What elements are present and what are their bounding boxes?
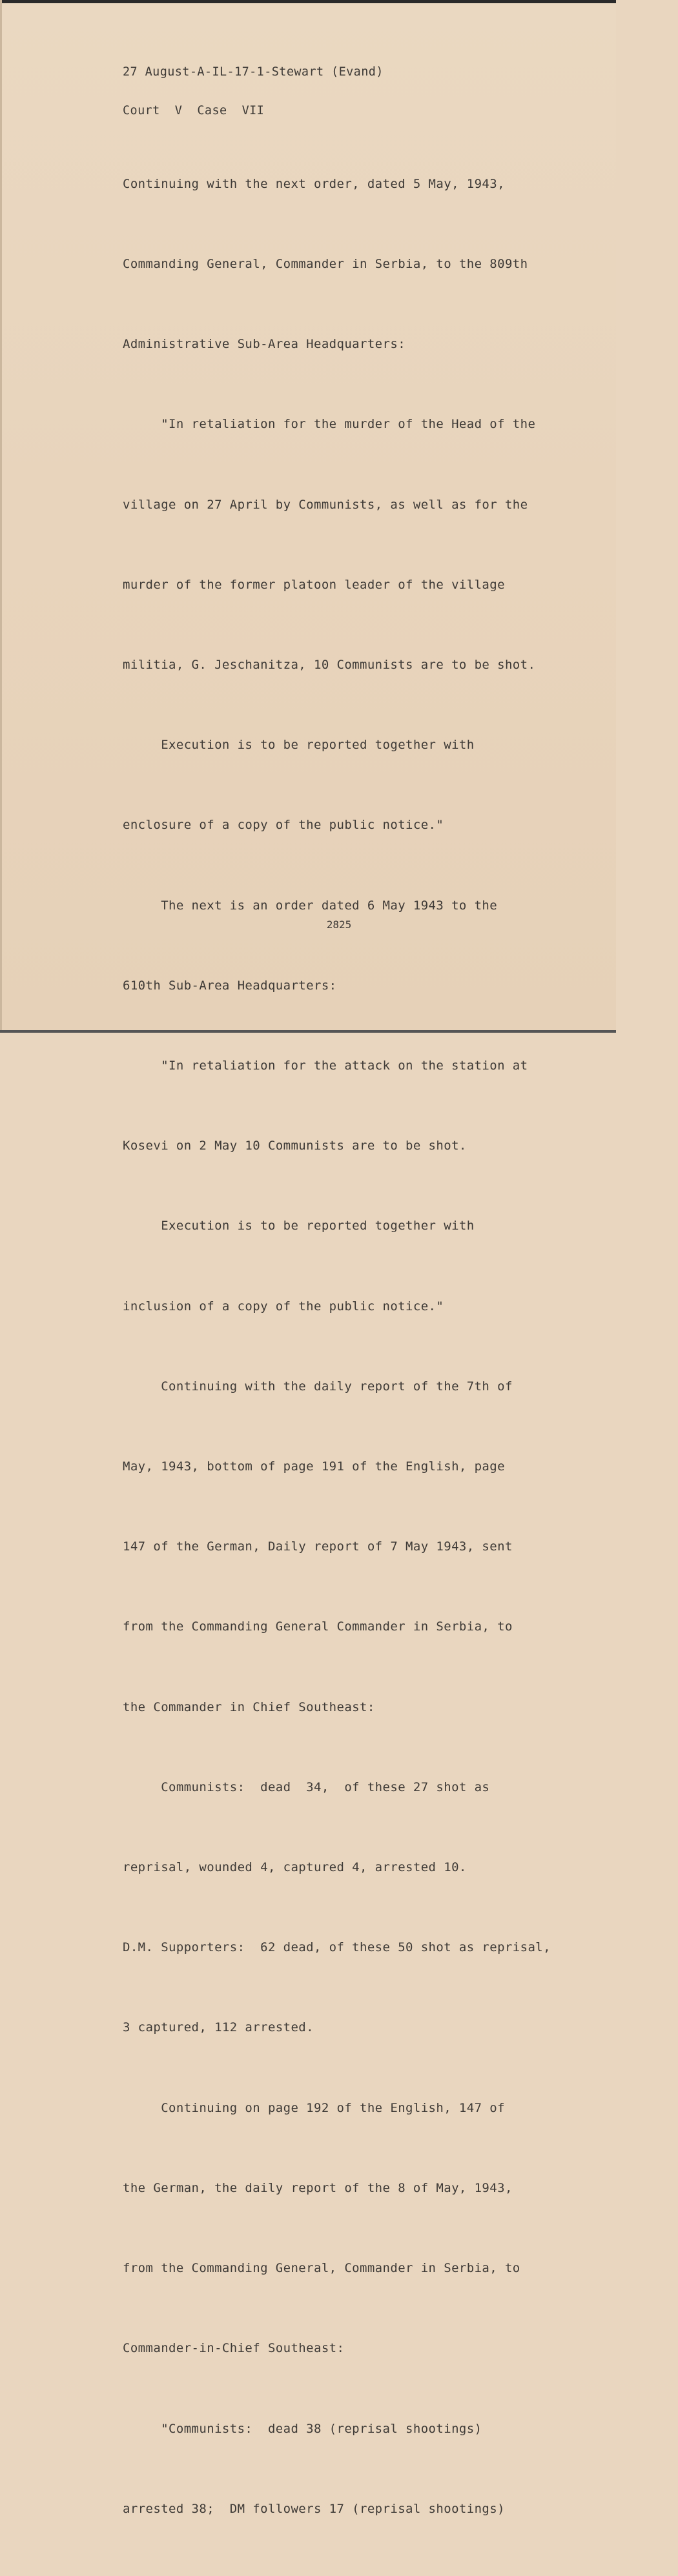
body-line: "In retaliation for the murder of the Head of the: [123, 417, 536, 432]
body-line: Commanding General, Commander in Serbia, to the 809th: [123, 257, 528, 272]
body-line: The next is an order dated 6 May 1943 to the: [123, 898, 498, 913]
body-line: militia, G. Jeschanitza, 10 Communists are to be shot.: [123, 658, 536, 673]
body-line: murder of the former platoon leader of the village: [123, 577, 505, 592]
body-line: 147 of the German, Daily report of 7 May 1943, sent: [123, 1539, 513, 1554]
body-line: arrested 38; DM followers 17 (reprisal shootings): [123, 2501, 505, 2516]
body-line: D.M. Supporters: 62 dead, of these 50 shot as reprisal,: [123, 1940, 551, 1955]
body-line: Administrative Sub-Area Headquarters:: [123, 337, 406, 352]
body-line: 610th Sub-Area Headquarters:: [123, 978, 337, 993]
body-line: Communists: dead 34, of these 27 shot as: [123, 1780, 490, 1794]
body-line: reprisal, wounded 4, captured 4, arrested 10.: [123, 1860, 467, 1875]
document-body: [123, 117, 551, 2576]
body-line: inclusion of a copy of the public notice.": [123, 1299, 444, 1313]
body-line: "Communists: dead 38 (reprisal shootings): [123, 2421, 482, 2436]
body-line: Continuing on page 192 of the English, 147 of: [123, 2100, 505, 2115]
body-line: the Commander in Chief Southeast:: [123, 1699, 375, 1714]
body-line: from the Commanding General, Commander in Serbia, to: [123, 2261, 520, 2276]
body-line: Continuing with the next order, dated 5 May, 1943,: [123, 176, 505, 191]
body-line: enclosure of a copy of the public notice.": [123, 818, 444, 833]
body-line: "In retaliation for the attack on the station at: [123, 1059, 528, 1073]
body-line: Kosevi on 2 May 10 Communists are to be shot.: [123, 1139, 467, 1153]
header-line-2: Court V Case VII: [123, 104, 265, 117]
body-line: 3 captured, 112 arrested.: [123, 2020, 314, 2035]
body-line: Execution is to be reported together with: [123, 1219, 475, 1233]
body-line: Continuing with the daily report of the 7th of: [123, 1379, 513, 1394]
body-line: Commander-in-Chief Southeast:: [123, 2341, 345, 2356]
page-number: 2825: [326, 918, 352, 931]
body-line: the German, the daily report of the 8 of May, 1943,: [123, 2180, 513, 2195]
body-line: village on 27 April by Communists, as well as for the: [123, 497, 528, 512]
header-line-1: 27 August-A-IL-17-1-Stewart (Evand): [123, 65, 384, 79]
body-line: Execution is to be reported together with: [123, 738, 475, 753]
body-line: from the Commanding General Commander in Serbia, to: [123, 1619, 513, 1634]
scan-top-edge: [0, 0, 616, 3]
scan-left-edge: [0, 0, 2, 1033]
body-line: May, 1943, bottom of page 191 of the English, page: [123, 1459, 505, 1474]
scan-bottom-edge: [0, 1030, 616, 1033]
